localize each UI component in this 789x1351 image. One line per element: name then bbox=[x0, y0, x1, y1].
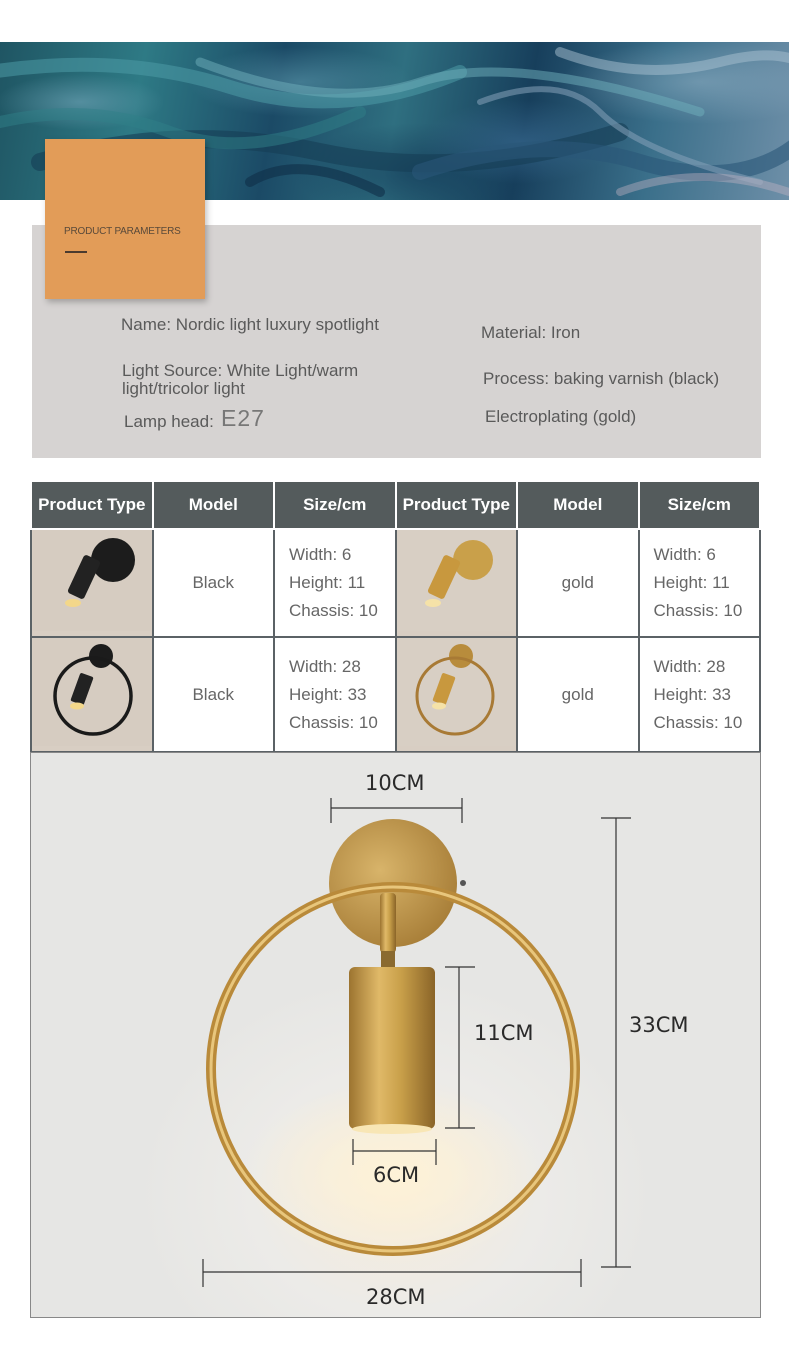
table-header-row bbox=[31, 482, 760, 529]
table-row bbox=[31, 529, 760, 637]
size-height: Height: 33 bbox=[289, 684, 367, 704]
model-cell: Black bbox=[153, 529, 275, 637]
size-width: Width: 6 bbox=[289, 545, 352, 564]
size-cell bbox=[274, 637, 396, 752]
size-height: Height: 11 bbox=[289, 573, 366, 592]
section-title-card bbox=[45, 139, 205, 299]
product-photo-gold-ring-lamp bbox=[396, 637, 518, 752]
param-name: Name: Nordic light luxury spotlight bbox=[121, 315, 379, 334]
product-photo-black-ring-lamp bbox=[31, 637, 153, 752]
param-light-source-line1: Light Source: White Light/warm bbox=[122, 361, 359, 380]
size-chassis: Chassis: 10 bbox=[653, 712, 743, 732]
size-width: Width: 28 bbox=[653, 656, 726, 676]
size-cell bbox=[639, 637, 761, 752]
dim-total-height: 33CM bbox=[629, 1013, 689, 1037]
size-height: Height: 33 bbox=[653, 684, 731, 704]
product-photo-gold-spotlight bbox=[396, 529, 518, 637]
header-size: Size/cm bbox=[639, 482, 761, 529]
dim-base-width: 10CM bbox=[365, 771, 425, 795]
header-size: Size/cm bbox=[274, 482, 396, 529]
dimension-diagram bbox=[30, 752, 761, 1318]
size-chassis: Chassis: 10 bbox=[289, 712, 378, 732]
section-title: PRODUCT PARAMETERS bbox=[64, 226, 181, 237]
dim-head-height: 11CM bbox=[474, 1021, 534, 1045]
size-chassis: Chassis: 10 bbox=[289, 601, 378, 620]
header-model: Model bbox=[517, 482, 639, 529]
header-model: Model bbox=[153, 482, 275, 529]
model-cell: gold bbox=[517, 529, 639, 637]
size-cell bbox=[639, 529, 761, 637]
title-underline bbox=[65, 251, 87, 253]
param-light-source-line2: light/tricolor light bbox=[122, 379, 245, 398]
size-width: Width: 28 bbox=[289, 656, 361, 676]
size-cell bbox=[274, 529, 396, 637]
param-lamp-head-label: Lamp head: bbox=[124, 412, 214, 431]
param-electroplating: Electroplating (gold) bbox=[485, 407, 637, 426]
header-product-type: Product Type bbox=[396, 482, 518, 529]
dim-ring-width: 28CM bbox=[366, 1285, 426, 1309]
product-photo-black-spotlight bbox=[31, 529, 153, 637]
table-row bbox=[31, 637, 760, 752]
header-product-type: Product Type bbox=[31, 482, 153, 529]
size-height: Height: 11 bbox=[653, 573, 730, 592]
dim-head-width: 6CM bbox=[373, 1163, 420, 1187]
size-chassis: Chassis: 10 bbox=[653, 601, 743, 620]
param-lamp-head-value: E27 bbox=[221, 405, 265, 431]
spec-table bbox=[30, 482, 761, 753]
param-process: Process: baking varnish (black) bbox=[483, 369, 720, 388]
size-width: Width: 6 bbox=[653, 545, 716, 564]
model-cell: gold bbox=[517, 637, 639, 752]
param-material: Material: Iron bbox=[481, 323, 581, 342]
model-cell: Black bbox=[153, 637, 275, 752]
